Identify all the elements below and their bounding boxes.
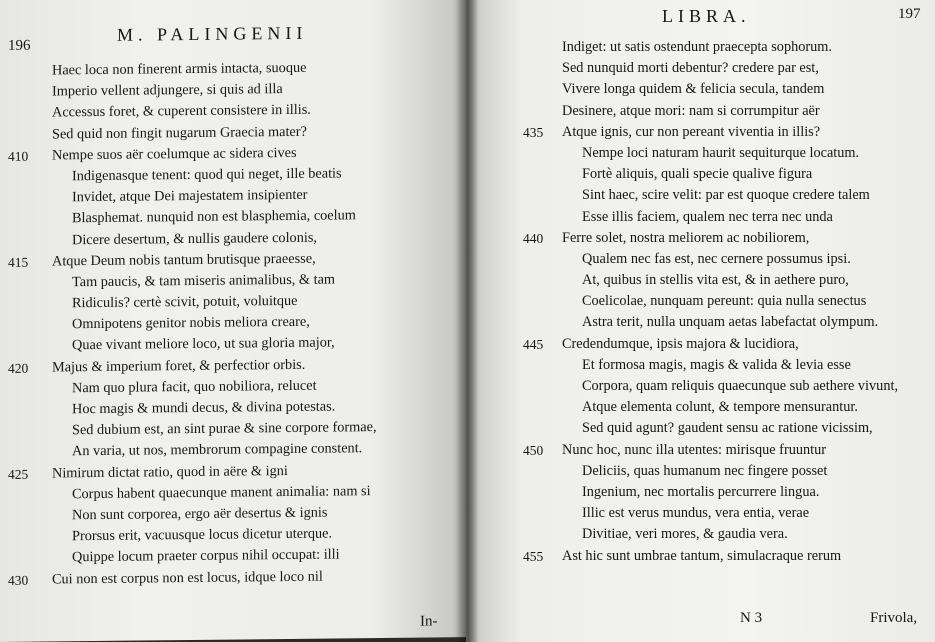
verse-text: Corpus habent quaecunque manent animalia: nam si <box>72 482 371 502</box>
verse-line <box>562 37 898 58</box>
verse-text: Divitiae, veri mores, & gaudia vera. <box>582 526 788 543</box>
verse-text: Indigenasque tenent: quod qui neget, ille beatis <box>72 165 342 185</box>
verse-line <box>562 355 898 376</box>
verse-text: Qualem nec fas est, nec cernere possumus ipsi. <box>582 250 851 267</box>
verse-text: Sint haec, scire velit: par est quoque credere talem <box>582 187 870 204</box>
verse-line <box>562 101 898 122</box>
verse-text: Fortè aliquis, quali specie qualive figura <box>582 166 813 183</box>
verse-text: Vivere longa quidem & felicia secula, tandem <box>562 81 825 98</box>
verse-text: Ridiculis? certè scivit, potuit, voluitque <box>72 292 298 312</box>
verse-text: Atque elementa colunt, & tempore mensurantur. <box>582 399 858 416</box>
line-number: 420 <box>8 360 29 376</box>
verse-line <box>562 185 898 206</box>
line-number: 415 <box>8 254 29 270</box>
verse-text: Ferre solet, nostra meliorem ac nobiliorem, <box>562 229 810 246</box>
running-head: M. PALINGENII <box>117 22 308 45</box>
verse-text: Non sunt corporea, ergo aër desertus & ignis <box>72 504 328 524</box>
verse-line <box>523 122 898 143</box>
catchword: In- <box>420 613 438 630</box>
line-number: 435 <box>523 124 544 140</box>
verse-text: Tam paucis, & tam miseris animalibus, & tam <box>72 271 336 291</box>
verse-text: Sed dubium est, an sint purae & sine corpore formae, <box>72 419 377 439</box>
verse-line <box>562 524 898 545</box>
verse-text: Sed quid non fingit nugarum Graecia mater? <box>52 123 307 143</box>
verse-line <box>562 503 898 524</box>
verse-text: Hoc magis & mundi decus, & divina potestas. <box>72 398 336 418</box>
verse-text: Blasphemat. nunquid non est blasphemia, coelum <box>72 207 356 227</box>
verse-text: Sed nunquid morti debentur? credere par est, <box>562 60 819 77</box>
verse-line <box>562 482 898 503</box>
signature-mark: N 3 <box>740 610 763 626</box>
verse-text: Credendumque, ipsis majora & lucidiora, <box>562 335 799 352</box>
verse-lines <box>523 37 899 567</box>
verse-line <box>562 312 898 333</box>
verse-text: Prorsus erit, vacuusque locus dicetur uterque. <box>72 525 333 545</box>
verse-text: Desinere, atque mori: nam si corrumpitur aër <box>562 102 820 119</box>
verse-text: Nam quo plura facit, quo nobiliora, relucet <box>72 377 317 397</box>
running-head: LIBRA. <box>662 6 751 26</box>
verse-line <box>562 397 898 418</box>
verse-line <box>523 334 898 355</box>
verse-line <box>8 566 377 591</box>
verse-line <box>562 79 898 100</box>
verse-text: Dicere desertum, & nullis gaudere colonis, <box>72 229 317 248</box>
verse-line <box>562 270 898 291</box>
verse-text: Sed quid agunt? gaudent sensu ac ratione vicissim, <box>582 420 873 437</box>
left-page <box>0 0 466 642</box>
verse-text: Nunc hoc, nunc illa utentes: mirisque fruuntur <box>562 441 827 458</box>
verse-text: Haec loca non finerent armis intacta, suoque <box>52 59 307 79</box>
verse-line <box>562 207 898 228</box>
verse-text: Illic est verus mundus, vera entia, verae <box>582 505 810 522</box>
verse-text: Invidet, atque Dei majestatem insipienter <box>72 186 308 206</box>
verse-text: Astra terit, nulla unquam aetas labefactat olympum. <box>582 314 879 331</box>
verse-text: Imperio vellent adjungere, si quis ad illa <box>52 81 283 100</box>
verse-text: An variа, ut nos, membrorum compagine constent. <box>72 440 363 460</box>
verse-text: Quae vivant meliore loco, ut sua gloria major, <box>72 334 335 354</box>
verse-text: Esse illis faciem, qualem nec terra nec unda <box>582 208 833 225</box>
verse-text: Corpora, quam reliquis quaecunque sub aethere vivunt, <box>582 378 899 394</box>
verse-line <box>562 376 898 397</box>
verse-text: Majus & imperium foret, & perfectior orbis. <box>52 356 306 376</box>
line-number: 410 <box>8 148 29 164</box>
verse-text: At, quibus in stellis vita est, & in aethere puro, <box>582 272 849 289</box>
verse-text: Omnipotens genitor nobis meliora creare, <box>72 314 310 333</box>
page-number: 197 <box>898 6 921 22</box>
verse-text: Nempe loci naturam haurit sequiturque locatum. <box>582 144 860 161</box>
line-number: 455 <box>523 548 544 564</box>
verse-text: Cui non est corpus non est locus, idque loco nil <box>52 568 323 587</box>
line-number: 425 <box>8 466 29 482</box>
verse-line <box>562 461 898 482</box>
verse-text: Deliciis, quas humanum nec fingere posset <box>582 462 828 479</box>
catchword: Frivola, <box>870 610 918 626</box>
book-gutter <box>456 0 478 642</box>
verse-text: Indiget: ut satis ostendunt praecepta sophorum. <box>562 39 832 55</box>
line-number: 450 <box>523 442 544 458</box>
verse-line <box>523 228 898 249</box>
line-number: 445 <box>523 336 544 352</box>
verse-text: Atque ignis, cur non pereant viventia in illis? <box>562 123 821 140</box>
right-page <box>466 0 935 642</box>
line-number: 440 <box>523 230 544 246</box>
verse-line <box>562 164 898 185</box>
verse-line <box>562 418 898 439</box>
verse-text: Coelicolae, nunquam pereunt: quia nulla senectus <box>582 293 867 310</box>
page-number: 196 <box>8 37 31 54</box>
verse-text: Nempe suos aër coelumque ac sidera cives <box>52 144 297 164</box>
verse-line <box>523 546 898 567</box>
verse-text: Ingenium, nec mortalis percurrere lingua. <box>582 483 820 500</box>
verse-text: Accessus foret, & cuperent consistere in illis. <box>52 102 311 121</box>
verse-text: Et formosa magis, magis & valida & levia esse <box>582 356 851 373</box>
verse-line <box>562 291 898 312</box>
line-number: 430 <box>8 572 29 588</box>
verse-text: Atque Deum nobis tantum brutisque praeesse, <box>52 250 316 270</box>
verse-line <box>562 143 898 164</box>
verse-text: Ast hic sunt umbrae tantum, simulacraque rerum <box>562 547 842 564</box>
verse-text: Quippe locum praeter corpus nihil occupat: illi <box>72 546 340 566</box>
verse-line <box>562 58 898 79</box>
verse-text: Nimirum dictat ratio, quod in aëre & igni <box>52 462 288 482</box>
verse-line <box>562 249 898 270</box>
verse-line <box>523 440 898 461</box>
verse-lines <box>8 57 377 590</box>
